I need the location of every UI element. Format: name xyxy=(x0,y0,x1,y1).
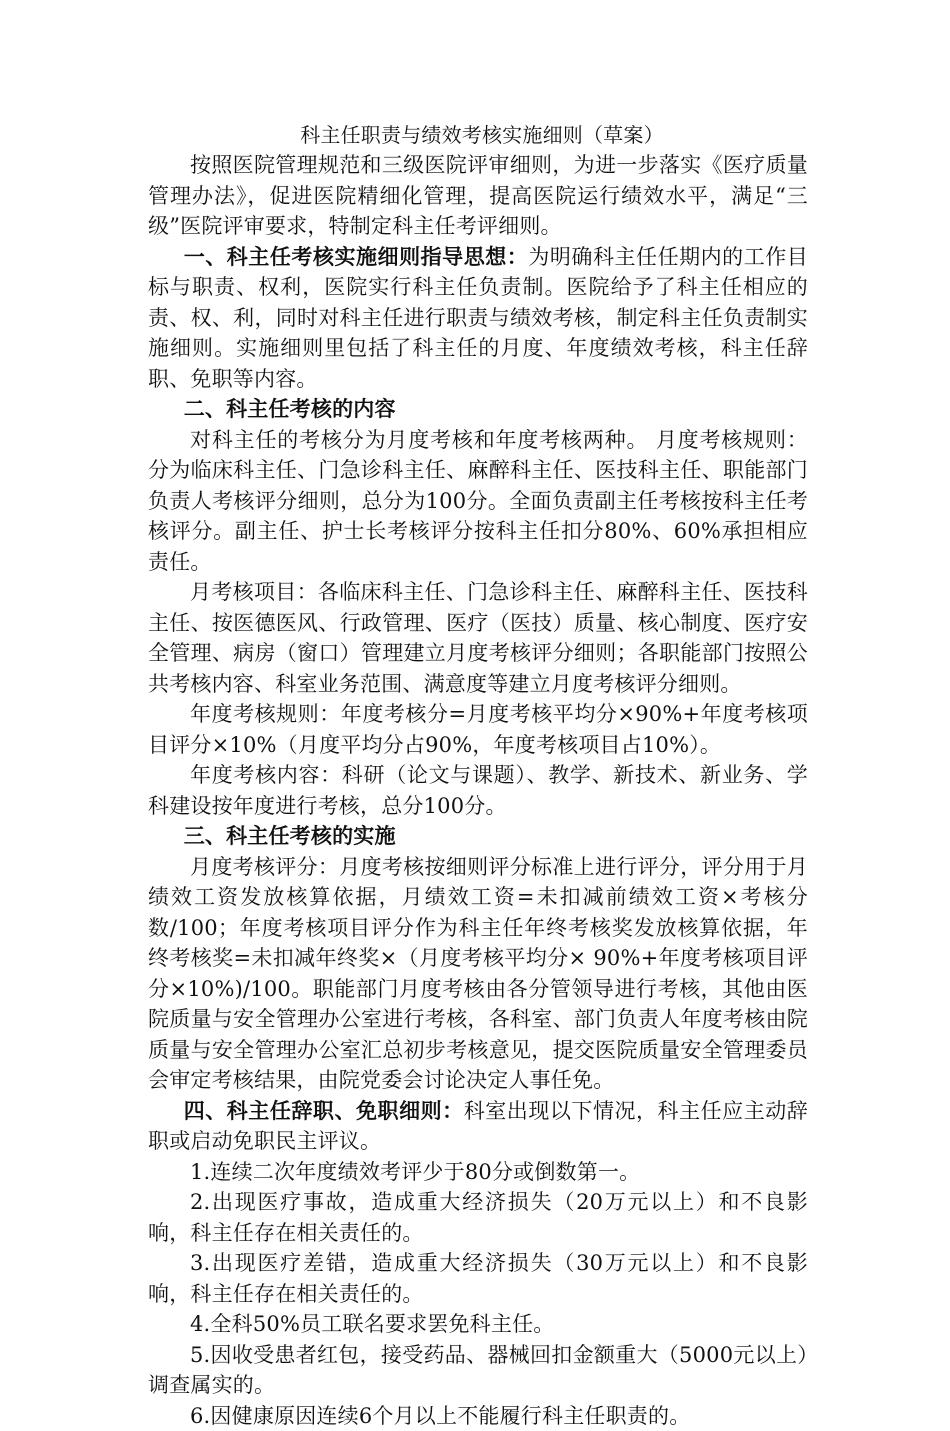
section-3-heading: 三、科主任考核的实施 xyxy=(184,824,396,848)
section-1-heading: 一、科主任考核实施细则指导思想： xyxy=(184,245,529,269)
section-2-monthly-items: 月考核项目：各临床科主任、门急诊科主任、麻醉科主任、医技科主任、按医德医风、行政管理、医疗（医技）质量、核心制度、医疗安全管理、病房（窗口）管理建立月度考核评分细则；各职能部门按照公共考核内容、科室业务范围、满意度等建立月度考核评分细则。 xyxy=(148,577,808,699)
section-2-monthly-rules: 对科主任的考核分为月度考核和年度考核两种。 月度考核规则：分为临床科主任、门急诊科主任、麻醉科主任、医技科主任、职能部门负责人考核评分细则，总分为100分。全面负责副主任考核按科主任考核评分。副主任、护士长考核评分按科主任扣分80%、60%承担相应责任。 xyxy=(148,425,808,578)
section-3-scoring: 月度考核评分：月度考核按细则评分标准上进行评分，评分用于月绩效工资发放核算依据，月绩效工资=未扣减前绩效工资×考核分数/100；年度考核项目评分作为科主任年终考核奖发放核算依据，年终考核奖=未扣减年终奖×（月度考核平均分× 90%+年度考核项目评分×10%)/100。职能部门月度考核由各分管领导进行考核，其他由医院质量与安全管理办公室进行考核，各科室、部门负责人年度考核由院质量与安全管理办公室汇总初步考核意见，提交医院质量安全管理委员会审定考核结果，由院党委会讨论决定人事任免。 xyxy=(148,852,808,1096)
section-2-annual-rules: 年度考核规则：年度考核分=月度考核平均分×90%+年度考核项目评分×10%（月度平均分占90%，年度考核项目占10%）。 xyxy=(148,699,808,760)
list-item: 4.全科50%员工联名要求罢免科主任。 xyxy=(148,1309,808,1340)
list-item: 5.因收受患者红包，接受药品、器械回扣金额重大（5000元以上）调查属实的。 xyxy=(148,1340,808,1401)
section-4-heading: 四、科主任辞职、免职细则： xyxy=(184,1099,464,1123)
document-body xyxy=(148,120,808,1431)
list-item: 1.连续二次年度绩效考评少于80分或倒数第一。 xyxy=(148,1157,808,1188)
section-2-heading: 二、科主任考核的内容 xyxy=(184,397,396,421)
list-item: 2.出现医疗事故，造成重大经济损失（20万元以上）和不良影响，科主任存在相关责任的。 xyxy=(148,1187,808,1248)
list-item: 3.出现医疗差错，造成重大经济损失（30万元以上）和不良影响，科主任存在相关责任的。 xyxy=(148,1248,808,1309)
section-1-paragraph xyxy=(148,242,808,395)
section-3-paragraph xyxy=(148,821,808,852)
section-1-text: 为明确科主任任期内的工作目标与职责、权利，医院实行科主任负责制。医院给予了科主任相应的责、权、利，同时对科主任进行职责与绩效考核，制定科主任负责制实施细则。实施细则里包括了科主任的月度、年度绩效考核，科主任辞职、免职等内容。 xyxy=(148,245,808,391)
intro-paragraph: 按照医院管理规范和三级医院评审细则，为进一步落实《医疗质量管理办法》，促进医院精细化管理，提高医院运行绩效水平，满足“三级”医院评审要求，特制定科主任考评细则。 xyxy=(148,150,808,242)
list-item: 6.因健康原因连续6个月以上不能履行科主任职责的。 xyxy=(148,1401,808,1431)
section-2-paragraph xyxy=(148,394,808,425)
section-2-annual-content: 年度考核内容：科研（论文与课题）、教学、新技术、新业务、学科建设按年度进行考核，总分100分。 xyxy=(148,760,808,821)
section-4-paragraph xyxy=(148,1096,808,1157)
section-4-text: 科室出现以下情况，科主任应主动辞职或启动免职民主评议。 xyxy=(148,1099,808,1154)
document-title: 科主任职责与绩效考核实施细则（草案） xyxy=(148,120,808,150)
